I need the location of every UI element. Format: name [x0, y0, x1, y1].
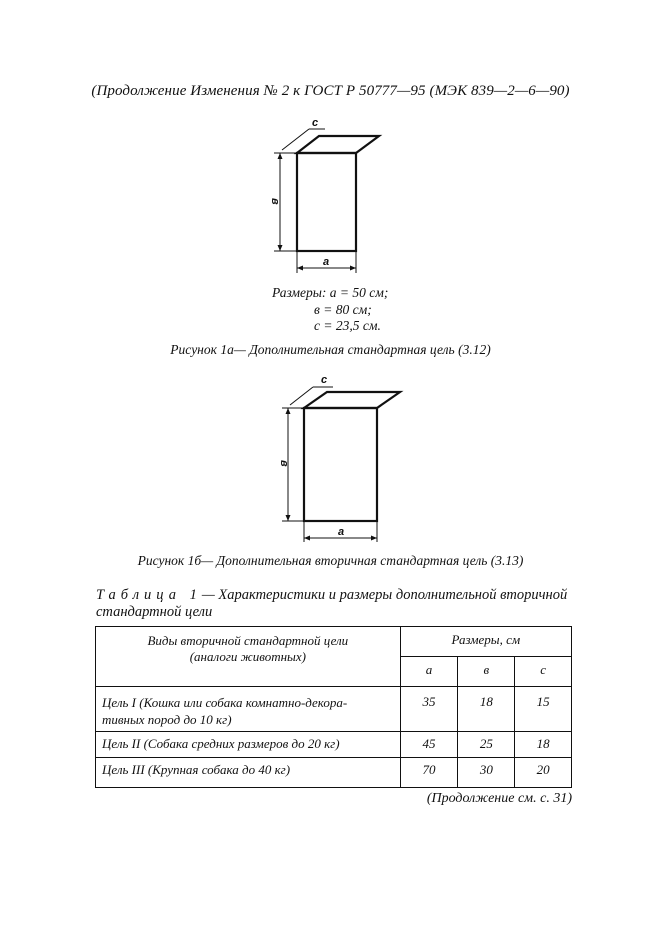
- dimensions-table: [95, 626, 572, 788]
- table-title: [96, 587, 572, 621]
- cell-v: 18: [458, 687, 515, 732]
- subheader-c: с: [515, 657, 572, 687]
- dimension-v: в = 80 см;: [314, 301, 372, 317]
- figure-1b-caption: Рисунок 1б— Дополнительная вторичная стандартная цель (3.13): [137, 553, 524, 568]
- label-c: с: [321, 374, 328, 386]
- cell-v: 25: [458, 732, 515, 758]
- cell-a: 35: [400, 687, 458, 732]
- label-v: в: [278, 460, 290, 467]
- table-row: [96, 758, 572, 788]
- dimensions-block: [272, 285, 388, 335]
- target-top-face: [297, 136, 379, 153]
- cell-a: 45: [400, 732, 458, 758]
- page-header: (Продолжение Изменения № 2 к ГОСТ Р 50777—95 (МЭК 839—2—6—90): [91, 83, 570, 99]
- target-front-face: [304, 408, 377, 521]
- target-front-face: [297, 153, 356, 251]
- row-name: Цель II (Собака средних размеров до 20 кг): [96, 732, 401, 758]
- page-footer: (Продолжение см. с. 31): [426, 791, 572, 806]
- cell-v: 30: [458, 758, 515, 788]
- table-row: [96, 732, 572, 758]
- col-header-type: Виды вторичной стандартной цели (аналоги животных): [96, 627, 401, 687]
- label-v: в: [269, 198, 281, 205]
- label-a: а: [323, 256, 330, 268]
- target-top-face: [304, 392, 400, 408]
- row-name-cont: тивных пород до 10 кг): [102, 712, 232, 727]
- row-name: Цель I (Кошка или собака комнатно-декора-: [102, 695, 348, 710]
- row-name: Цель III (Крупная собака до 40 кг): [96, 758, 401, 788]
- figure-1b-target: [275, 372, 410, 542]
- dimension-a: Размеры: а = 50 см;: [272, 285, 389, 300]
- table-number: Таблица 1: [96, 587, 202, 603]
- subheader-v: в: [458, 657, 515, 687]
- cell-a: 70: [400, 758, 458, 788]
- cell-c: 18: [515, 732, 572, 758]
- dimension-c-line: [290, 387, 313, 405]
- label-c: с: [312, 117, 319, 129]
- figure-1a-caption: Рисунок 1а— Дополнительная стандартная цель (3.12): [170, 342, 491, 357]
- subheader-a: а: [400, 657, 458, 687]
- cell-c: 15: [515, 687, 572, 732]
- label-a: а: [338, 526, 345, 538]
- table-title-text: — Характеристики и размеры дополнительной вторичной стандартной цели: [96, 587, 568, 620]
- cell-c: 20: [515, 758, 572, 788]
- col-header-sizes: Размеры, см: [400, 627, 571, 657]
- figure-1a-target: [265, 110, 395, 275]
- table-row: [96, 687, 572, 732]
- dimension-c: с = 23,5 см.: [314, 318, 381, 333]
